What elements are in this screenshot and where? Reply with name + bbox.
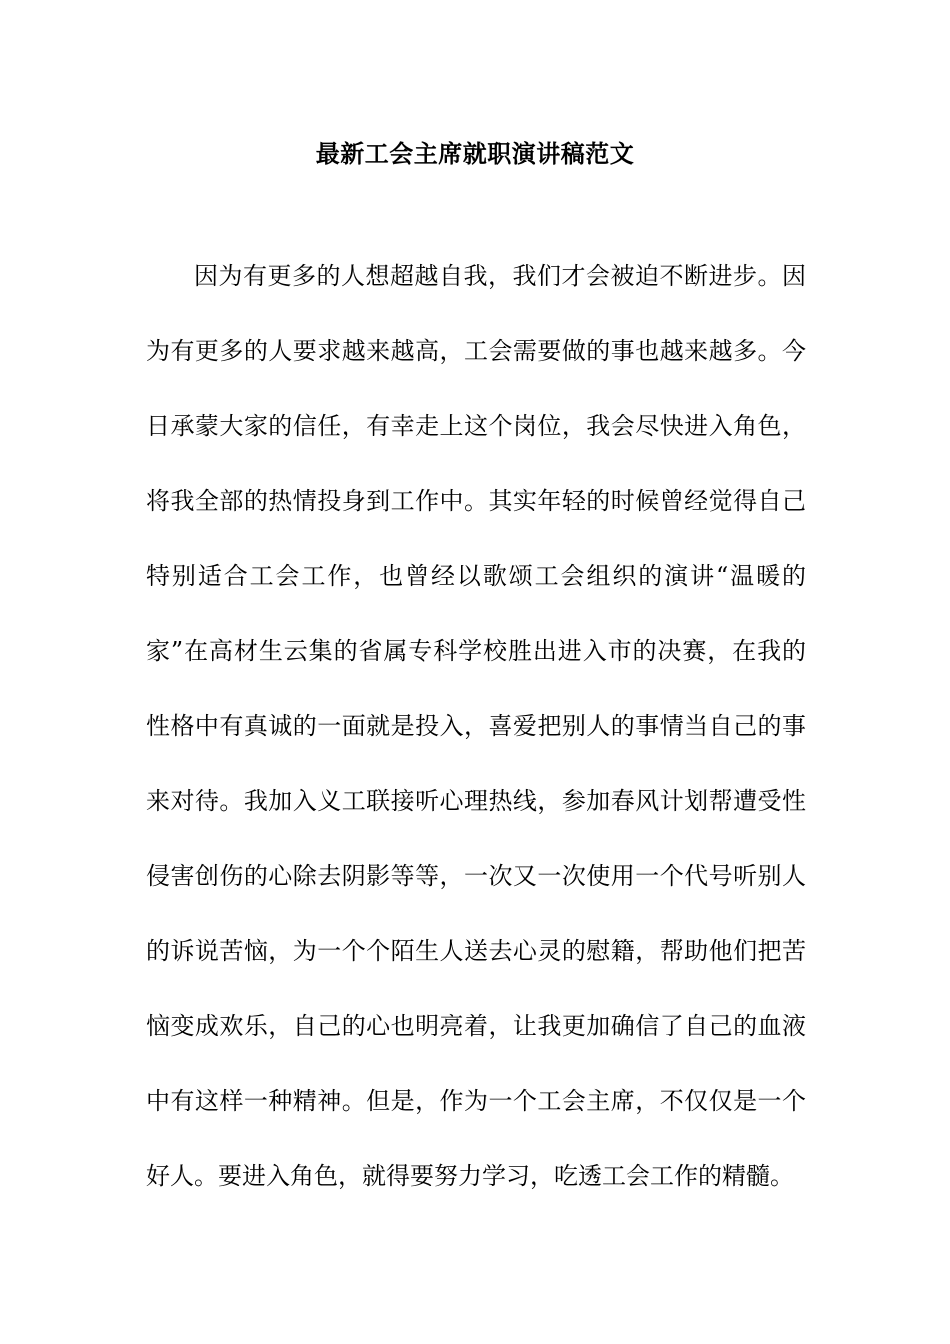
text-line: 家”在高材生云集的省属专科学校胜出进入市的决赛，在我的 [146,637,806,665]
text-line: 侵害创伤的心除去阴影等等，一次又一次使用一个代号听别人 [146,862,806,890]
text-line: 中有这样一种精神。但是，作为一个工会主席，不仅仅是一个 [146,1087,806,1115]
text-line: 特别适合工会工作，也曾经以歌颂工会组织的演讲“温暖的 [146,562,806,590]
text-line: 的诉说苦恼，为一个个陌生人送去心灵的慰籍，帮助他们把苦 [146,937,806,965]
text-line: 恼变成欢乐，自己的心也明亮着，让我更加确信了自己的血液 [146,1012,806,1040]
text-line: 为有更多的人要求越来越高，工会需要做的事也越来越多。今 [146,337,806,365]
text-line: 因为有更多的人想超越自我，我们才会被迫不断进步。因 [194,262,806,290]
text-line: 日承蒙大家的信任，有幸走上这个岗位，我会尽快进入角色， [146,412,806,440]
text-line: 性格中有真诚的一面就是投入，喜爱把别人的事情当自己的事 [146,712,806,740]
document-title: 最新工会主席就职演讲稿范文 [315,140,635,168]
text-line: 好人。要进入角色，就得要努力学习，吃透工会工作的精髓。 [146,1162,794,1190]
text-line: 将我全部的热情投身到工作中。其实年轻的时候曾经觉得自己 [146,487,806,515]
text-line: 来对待。我加入义工联接听心理热线，参加春风计划帮遭受性 [146,787,806,815]
